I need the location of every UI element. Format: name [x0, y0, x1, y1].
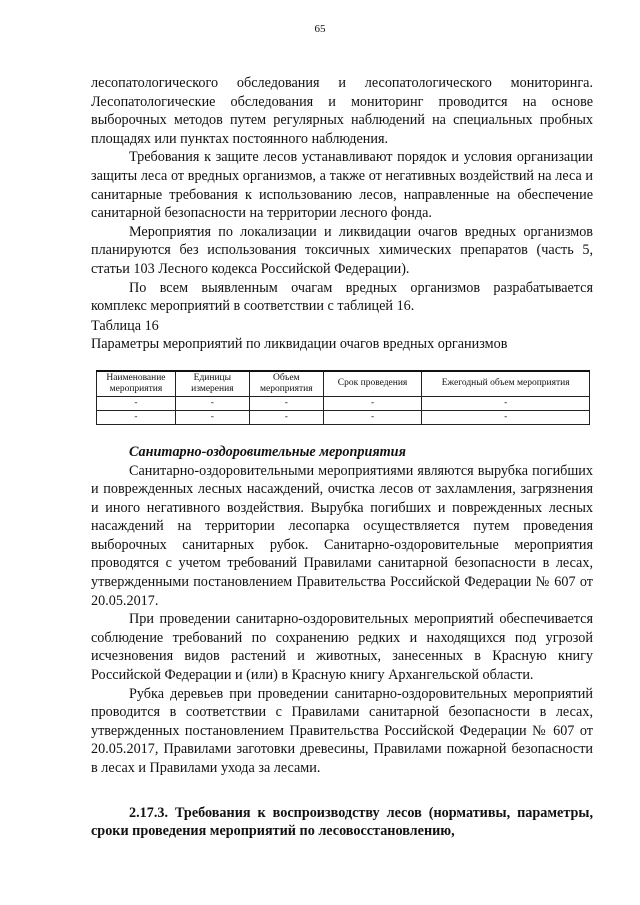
paragraph: Рубка деревьев при проведении санитарно-оздоровительных мероприятий проводится в соответствии с Правилами санитарной безопасности в лесах, утвержденных постановлением Правительства Российской Федерации № 607 от 20.05.2017, Правилами заготовки древесины, Правилами пожарной безопасности в лесах и Правилами ухода за лесами. — [91, 685, 593, 776]
table-cell: - — [97, 396, 176, 410]
table-row — [97, 410, 590, 424]
parameters-table — [96, 370, 590, 425]
section-heading: Санитарно-оздоровительные мероприятия — [129, 443, 406, 460]
table-title: Параметры мероприятий по ликвидации очагов вредных организмов — [91, 336, 508, 353]
paragraph: По всем выявленным очагам вредных организмов разрабатывается комплекс мероприятий в соответствии с таблицей 16. — [91, 279, 593, 315]
column-header: Срок проведения — [323, 371, 422, 397]
table-cell: - — [249, 396, 323, 410]
paragraph: Требования к защите лесов устанавливают порядок и условия организации защиты леса от вредных организмов, а также от негативных воздействий на леса и санитарные требования к использованию лесов, направленные на обеспечение санитарной безопасности на территории лесного фонда. — [91, 149, 593, 222]
column-header: Ежегодный объем мероприятия — [422, 371, 590, 397]
paragraph: лесопатологического обследования и лесопатологического мониторинга. Лесопатологические обследования и мониторинг проводится на основе выборочных методов путем регулярных наблюдений на специальных пробных площадях или пунктах постоянного наблюдения. — [91, 75, 593, 147]
table-cell: - — [323, 410, 422, 424]
paragraph: Мероприятия по локализации и ликвидации очагов вредных организмов планируются без использования токсичных химических препаратов (часть 5, статьи 103 Лесного кодекса Российской Федерации). — [91, 223, 593, 277]
table-label: Таблица 16 — [91, 317, 159, 334]
paragraph: Санитарно-оздоровительными мероприятиями являются вырубка погибших и поврежденных лесных насаждений, очистка лесов от захламления, загрязнения и иного негативного воздействия. Вырубка погибших и поврежденных лесных насаждений на территории лесопарка осуществляется путем проведения выборочных санитарных рубок. Санитарно-оздоровительные мероприятия проводятся с учетом требований Правилами санитарной безопасности в лесах, утвержденными постановлением Правительства Российской Федерации № 607 от 20.05.2017. — [91, 462, 593, 609]
column-header: Наименование мероприятия — [97, 371, 176, 397]
column-header: Объем мероприятия — [249, 371, 323, 397]
paragraph: При проведении санитарно-оздоровительных мероприятий обеспечивается соблюдение требований по сохранению редких и находящихся под угрозой исчезновения видов растений и животных, занесенных в Красную книгу Российской Федерации и (или) в Красную книгу Архангельской области. — [91, 611, 593, 684]
column-header: Единицы измерения — [175, 371, 249, 397]
page-content — [91, 74, 593, 841]
table-cell: - — [422, 396, 590, 410]
table-cell: - — [97, 410, 176, 424]
table-header-row — [97, 371, 590, 397]
table-row — [97, 396, 590, 410]
table-cell: - — [175, 396, 249, 410]
page-number: 65 — [314, 23, 326, 35]
table-cell: - — [323, 396, 422, 410]
table-cell: - — [175, 410, 249, 424]
table-cell: - — [422, 410, 590, 424]
table-cell: - — [249, 410, 323, 424]
subsection-heading: 2.17.3. Требования к воспроизводству лесов (нормативы, параметры, сроки проведения мероприятий по лесовосстановлению, — [91, 804, 593, 840]
